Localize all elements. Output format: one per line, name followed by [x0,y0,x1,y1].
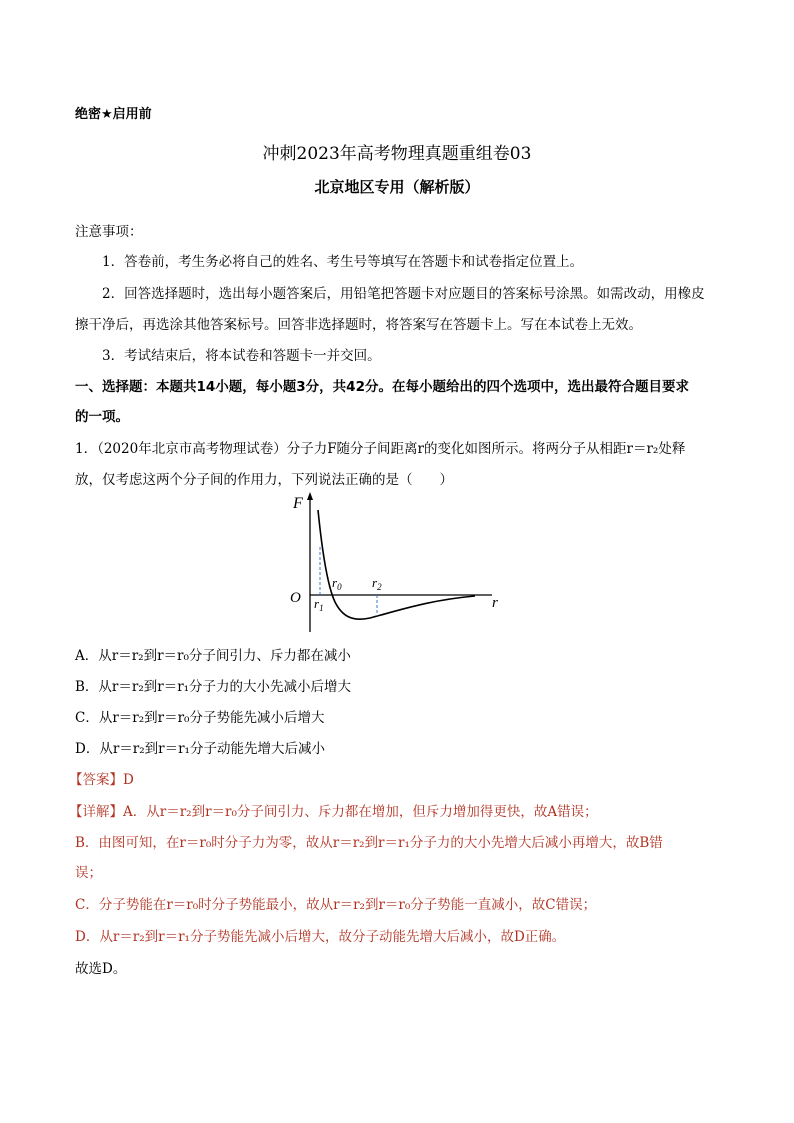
explanation-d: D．从r＝r₂到r＝r₁分子势能先减小后增大，故分子动能先增大后减小，故D正确。 [75,929,566,945]
answer-line [69,768,134,788]
section-heading-line-1: 一、选择题：本题共14小题，每小题3分，共42分。在每小题给出的四个选项中，选出最符合题目要求 [75,379,689,395]
origin-label: O [290,590,301,606]
explanation-label: 【详解】 [69,804,123,820]
note-2-line-2: 擦干净后，再选涂其他答案标号。回答非选择题时，将答案写在答题卡上。写在本试卷上无效。 [75,317,642,333]
note-3: 3．考试结束后，将本试卷和答题卡一并交回。 [102,348,381,364]
confidential-mark: 绝密★启用前 [75,107,152,122]
answer-label: 【答案】 [69,772,123,788]
question-1-line-2: 放，仅考虑这两个分子间的作用力，下列说法正确的是（ ） [75,472,453,488]
r1-label: $r_1$ [314,596,324,613]
note-2-line-1: 2．回答选择题时，选出每小题答案后，用铅笔把答题卡对应题目的答案标号涂黑。如需改动，用橡皮 [102,286,705,302]
force-distance-graph [280,490,510,640]
answer-value: D [123,772,134,788]
y-axis-label: F [293,495,303,512]
question-1-line-1: 1．（2020年北京市高考物理试卷）分子力F随分子间距离r的变化如图所示。将两分子从相距r＝r₂处释 [75,441,686,457]
section-heading-line-2: 的一项。 [75,409,129,425]
r2-label: $r_2$ [372,575,382,592]
option-c: C．从r＝r₂到r＝r₀分子势能先减小后增大 [75,710,325,726]
page-subtitle: 北京地区专用（解析版） [314,178,480,196]
x-axis-label: r [492,595,498,611]
explanation-b-line-1: B．由图可知，在r＝r₀时分子力为零，故从r＝r₂到r＝r₁分子力的大小先增大后减小再增大，故B错 [75,835,663,851]
explanation-a [69,800,598,820]
explanation-b-line-2: 误； [75,865,102,881]
force-curve [318,510,475,619]
note-1: 1．答卷前，考生务必将自己的姓名、考生号等填写在答题卡和试卷指定位置上。 [102,254,584,270]
option-d: D．从r＝r₂到r＝r₁分子动能先增大后减小 [75,741,325,757]
r0-label: $r_0$ [332,575,342,592]
explanation-c: C．分子势能在r＝r₀时分子势能最小，故从r＝r₂到r＝r₀分子势能一直减小，故C错误； [75,897,597,913]
explanation-a-text: A．从r＝r₂到r＝r₀分子间引力、斥力都在增加，但斥力增加得更快，故A错误； [123,804,598,820]
conclusion: 故选D。 [75,961,127,977]
y-axis-arrow [307,492,313,500]
page-title: 冲刺2023年高考物理真题重组卷03 [262,144,532,164]
option-a: A．从r＝r₂到r＝r₀分子间引力、斥力都在减小 [75,648,351,664]
notes-heading: 注意事项： [75,224,143,240]
option-b: B．从r＝r₂到r＝r₁分子力的大小先减小后增大 [75,679,352,695]
